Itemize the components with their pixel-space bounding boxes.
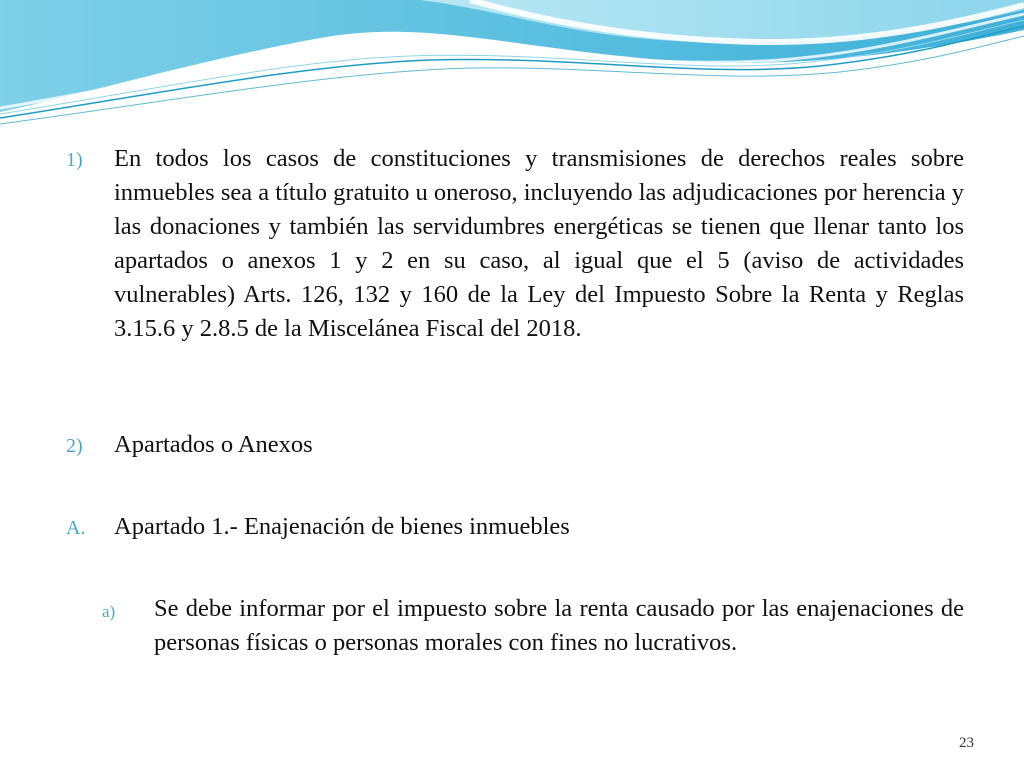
list-marker: A. (66, 517, 86, 539)
list-marker: 1) (66, 149, 83, 171)
list-marker: 2) (66, 435, 83, 457)
list-item-text: Se debe informar por el impuesto sobre la renta causado por las enajenaciones de personas físicas o personas morales con fines no lucrativos. (154, 595, 964, 656)
slide-number: 23 (959, 735, 974, 751)
list-marker: a) (102, 602, 116, 621)
list-item-text: En todos los casos de constituciones y transmisiones de derechos reales sobre inmuebles sea a título gratuito u oneroso, incluyendo las adjudicaciones por herencia y las donaciones y también las servidumbres energéticas se tienen que llenar tanto los apartados o anexos 1 y 2 en su caso, al igual que el 5 (aviso de actividades vulnerables) Arts. 126, 132 y 160 de la Ley del Impuesto Sobre la Renta y Reglas 3.15.6 y 2.8.5 de la Miscelánea Fiscal del 2018. (114, 145, 964, 342)
wave-header-decoration (0, 0, 1024, 130)
list-item-text: Apartados o Anexos (114, 431, 313, 458)
list-item-text: Apartado 1.- Enajenación de bienes inmuebles (114, 513, 570, 540)
